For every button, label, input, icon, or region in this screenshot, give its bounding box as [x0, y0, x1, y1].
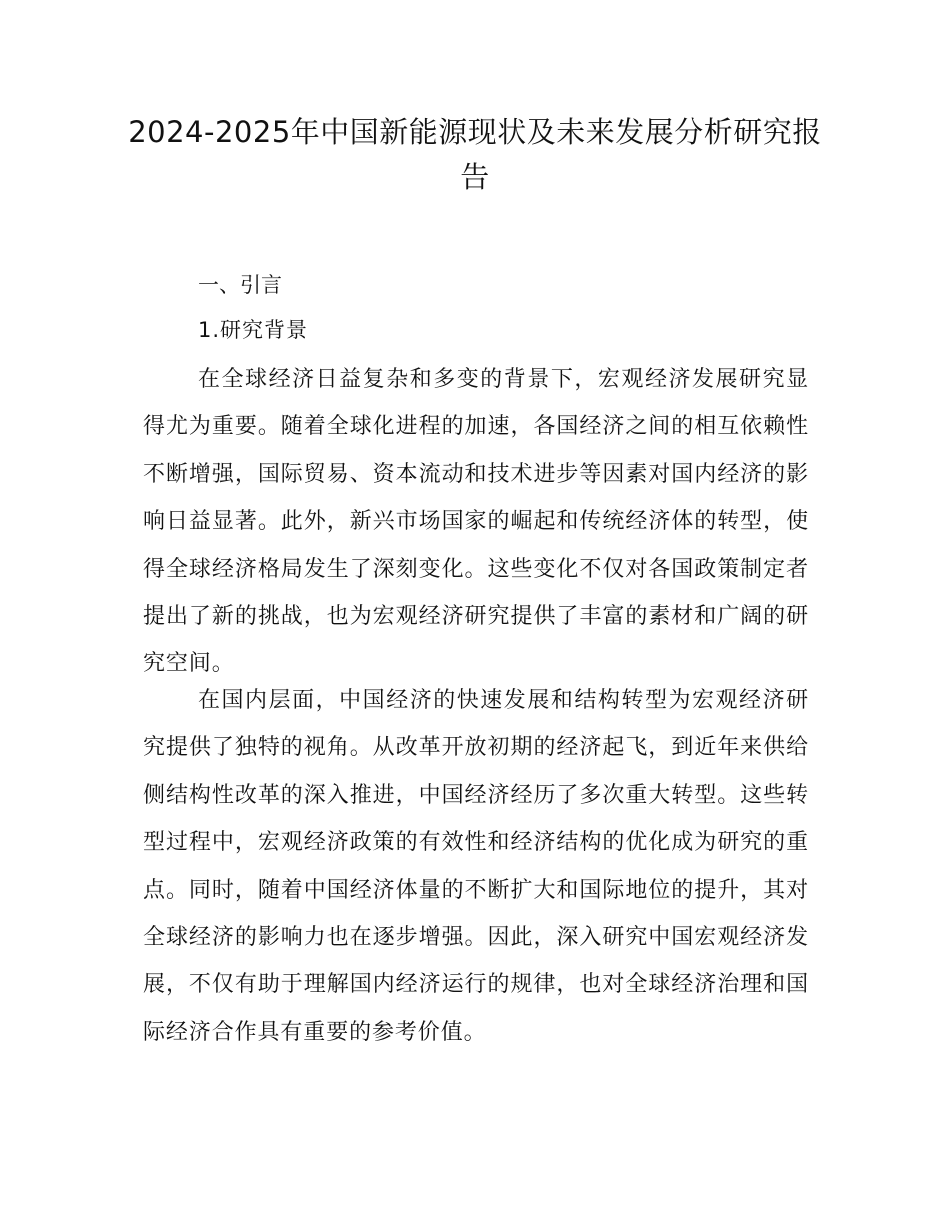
section-heading: 一、引言 — [198, 273, 282, 297]
document-title: 2024-2025年中国新能源现状及未来发展分析研究报告 — [128, 115, 822, 194]
body-paragraph: 在国内层面，中国经济的快速发展和结构转型为宏观经济研究提供了独特的视角。从改革开放初期的经济起飞，到近年来供给侧结构性改革的深入推进，中国经济经历了多次重大转型。这些转型过程中，宏观经济政策的有效性和经济结构的优化成为研究的重点。同时，随着中国经济体量的不断扩大和国际地位的提升，其对全球经济的影响力也在逐步增强。因此，深入研究中国宏观经济发展，不仅有助于理解国内经济运行的规律，也对全球经济治理和国际经济合作具有重要的参考价值。 — [143, 688, 809, 1045]
body-paragraph: 在全球经济日益复杂和多变的背景下，宏观经济发展研究显得尤为重要。随着全球化进程的加速，各国经济之间的相互依赖性不断增强，国际贸易、资本流动和技术进步等因素对国内经济的影响日益显著。此外，新兴市场国家的崛起和传统经济体的转型，使得全球经济格局发生了深刻变化。这些变化不仅对各国政策制定者提出了新的挑战，也为宏观经济研究提供了丰富的素材和广阔的研究空间。 — [143, 367, 809, 677]
subsection-heading: 1.研究背景 — [198, 318, 309, 342]
